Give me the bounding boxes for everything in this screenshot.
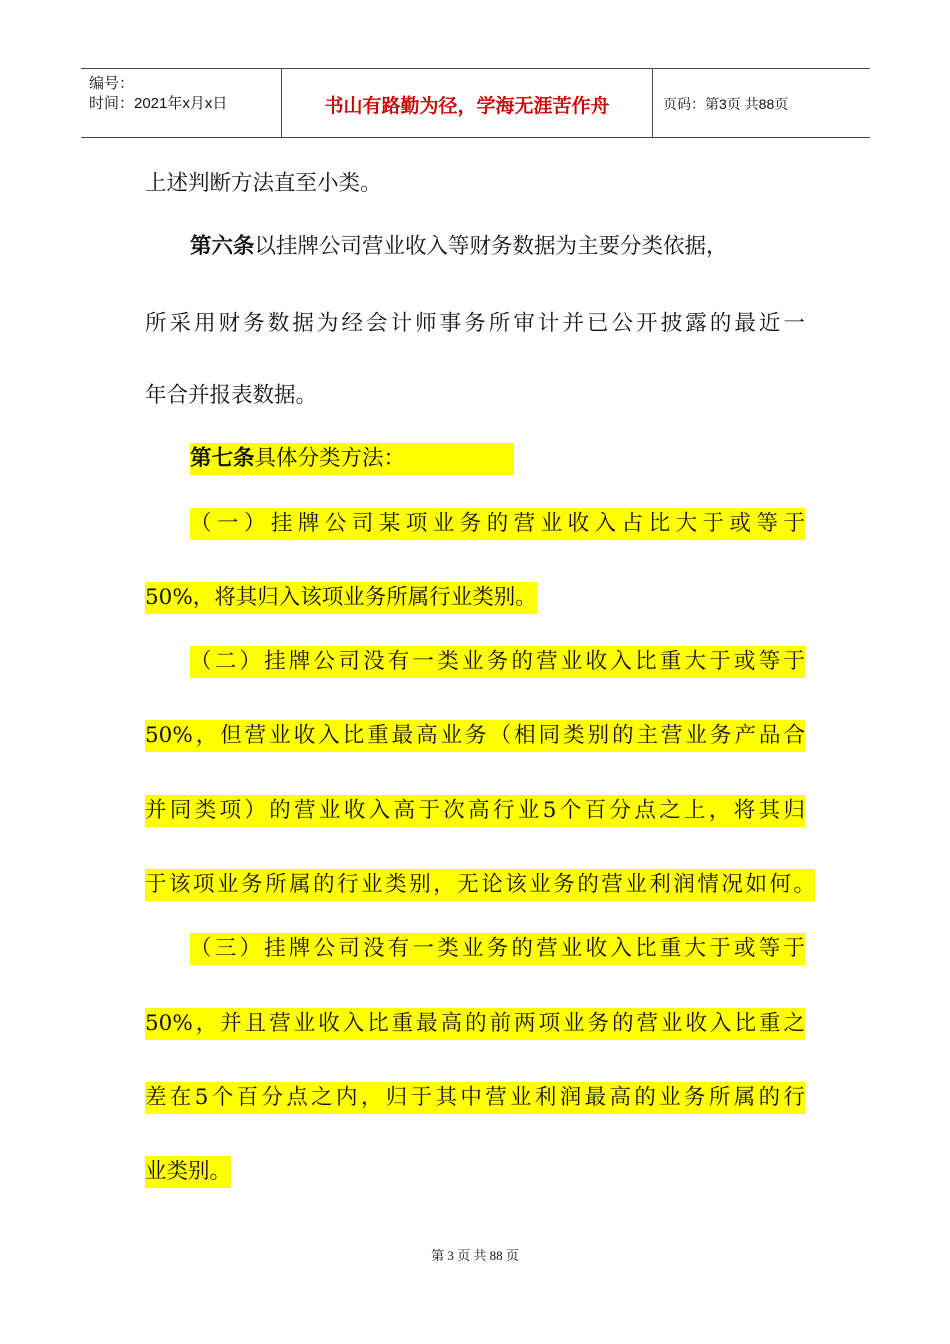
article-6-line-3: 年合并报表数据。 [145,383,318,408]
article-7-highlight [190,443,514,475]
clause-3-line-3: 差在5个百分点之内，归于其中营业利润最高的业务所属的行 [145,1082,805,1114]
clause-2-line-2: 50%，但营业收入比重最高业务（相同类别的主营业务产品合 [145,720,805,752]
clause-2-line-4: 于该项业务所属的行业类别，无论该业务的营业利润情况如何。 [145,869,815,901]
body-line: 上述判断方法直至小类。 [145,171,382,196]
article-7-title: 第七条 [190,446,255,471]
article-7-text: 具体分类方法： [254,446,406,471]
clause-1-line-1: （一）挂牌公司某项业务的营业收入占比大于或等于 [190,508,805,540]
document-number-label: 编号： [89,75,135,92]
header-meta-cell [81,69,282,137]
header-motto-cell [282,69,653,137]
document-date-label: 时间：2021年x月x日 [89,95,228,112]
article-7-line [190,443,514,475]
article-6-line-1 [190,231,728,263]
article-6-text: 以挂牌公司营业收入等财务数据为主要分类依据， [254,234,728,259]
clause-1-line-2: 50%，将其归入该项业务所属行业类别。 [145,582,537,614]
clause-2-line-3: 并同类项）的营业收入高于次高行业5个百分点之上，将其归 [145,795,805,827]
clause-2-line-1: （二）挂牌公司没有一类业务的营业收入比重大于或等于 [190,646,805,678]
header-page-cell [653,69,870,137]
document-header [81,68,870,138]
article-6-line-2: 所采用财务数据为经会计师事务所审计并已公开披露的最近一 [145,311,805,336]
header-motto: 书山有路勤为径，学海无涯苦作舟 [324,95,610,117]
clause-3-line-1: （三）挂牌公司没有一类业务的营业收入比重大于或等于 [190,933,805,965]
header-page-info: 页码：第3页 共88页 [663,96,789,112]
clause-3-line-4: 业类别。 [145,1156,231,1188]
clause-3-line-2: 50%，并且营业收入比重最高的前两项业务的营业收入比重之 [145,1008,805,1040]
page-footer: 第 3 页 共 88 页 [431,1248,519,1263]
article-6-title: 第六条 [190,234,255,259]
